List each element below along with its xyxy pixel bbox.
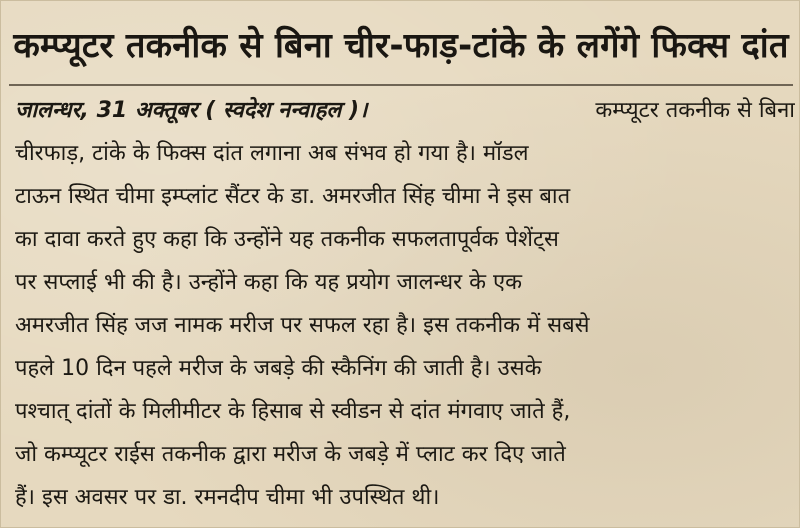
article-line-text: टाऊन स्थित चीमा इम्प्लांट सैंटर के डा. अमरजीत सिंह चीमा ने इस बात	[15, 184, 571, 209]
article-line	[15, 476, 795, 519]
article-line-text: का दावा करते हुए कहा कि उन्होंने यह तकनीक सफलतापूर्वक पेशेंट्स	[15, 227, 559, 252]
article-line-text: हैं। इस अवसर पर डा. रमनदीप चीमा भी उपस्थित थी।	[15, 485, 440, 510]
article-line	[15, 347, 795, 390]
article-line	[15, 433, 795, 476]
article-line-text: अमरजीत सिंह जज नामक मरीज पर सफल रहा है। इस तकनीक में सबसे	[15, 313, 590, 338]
headline-divider	[9, 84, 793, 86]
article-line	[15, 218, 795, 261]
article-line	[15, 132, 795, 175]
article-line-text: पहले 10 दिन पहले मरीज के जबड़े की स्कैनिंग की जाती है। उसके	[15, 356, 542, 381]
article-line-text: पर सप्लाई भी की है। उन्होंने कहा कि यह प्रयोग जालन्धर के एक	[15, 270, 523, 295]
article-line-text: जो कम्प्यूटर राईस तकनीक द्वारा मरीज के जबड़े में प्लाट कर दिए जाते	[15, 442, 566, 467]
article-line	[15, 175, 795, 218]
article-line	[15, 304, 795, 347]
article-line	[15, 89, 795, 132]
article-line-text: चीरफाड़, टांके के फिक्स दांत लगाना अब संभव हो गया है। मॉडल	[15, 141, 529, 166]
article-body	[15, 89, 795, 519]
article-line	[15, 261, 795, 304]
headline: कम्प्यूटर तकनीक से बिना चीर-फाड़-टांके के लगेंगे फिक्स दांत	[13, 26, 789, 66]
article-line-text: कम्प्यूटर तकनीक से बिना	[595, 98, 795, 123]
article-line-text: पश्चात् दांतों के मिलीमीटर के हिसाब से स्वीडन से दांत मंगवाए जाते हैं,	[15, 399, 571, 424]
article-line	[15, 390, 795, 433]
dateline: जालन्धर, 31 अक्तूबर ( स्वदेश नन्वाहल )।	[15, 98, 368, 123]
